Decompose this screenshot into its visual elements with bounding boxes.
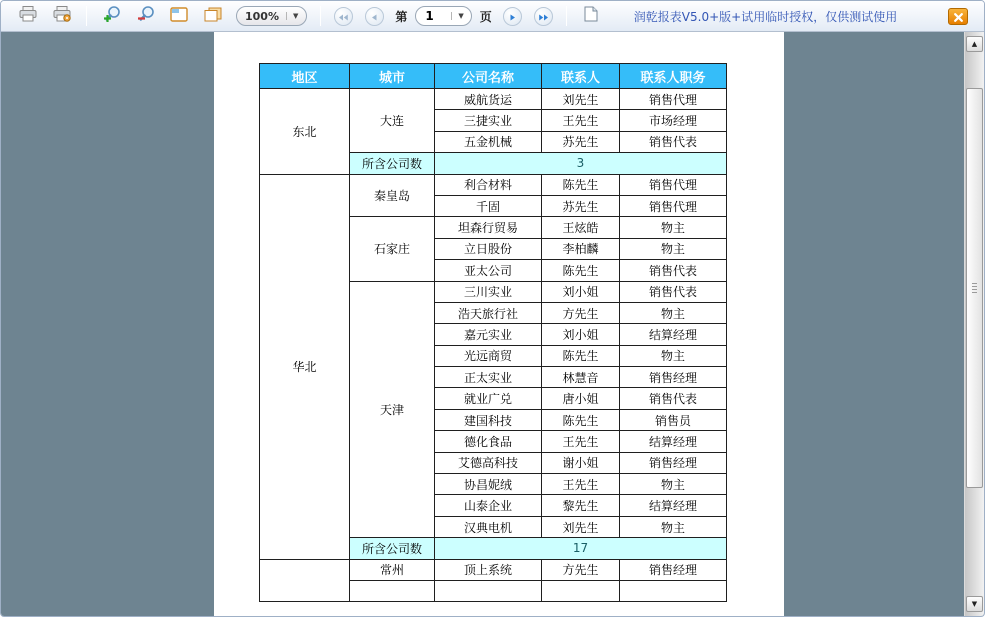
- company-name-cell: 三捷实业: [435, 110, 542, 131]
- contact-title-cell: 销售代理: [620, 174, 727, 195]
- zoom-in-button[interactable]: [98, 4, 124, 28]
- region-cell: 华北: [260, 174, 350, 559]
- company-name-cell: 三川实业: [435, 281, 542, 302]
- contact-cell: 陈先生: [542, 409, 620, 430]
- summary-label-cell: 所含公司数: [350, 538, 435, 559]
- contact-cell: 陈先生: [542, 345, 620, 366]
- contact-title-cell: 物主: [620, 217, 727, 238]
- contact-cell: 王先生: [542, 110, 620, 131]
- multi-page-view-button[interactable]: [200, 4, 226, 28]
- page-select-caret-icon[interactable]: ▼: [451, 12, 463, 20]
- city-cell: 秦皇岛: [350, 174, 435, 217]
- arrow-down-icon: ▼: [971, 600, 978, 608]
- contact-title-cell: 销售经理: [620, 452, 727, 473]
- scrollbar-thumb[interactable]: [966, 88, 983, 488]
- contact-cell: 方先生: [542, 559, 620, 580]
- company-name-cell: 德化食品: [435, 431, 542, 452]
- contact-title-cell: 销售代表: [620, 281, 727, 302]
- close-icon: [954, 7, 963, 26]
- page-suffix-label: 页: [479, 9, 492, 24]
- summary-value-cell: 17: [435, 538, 727, 559]
- toolbar-separator: [86, 6, 87, 26]
- next-page-button[interactable]: [503, 7, 522, 26]
- single-page-view-icon: [170, 7, 188, 26]
- city-cell: [350, 580, 435, 601]
- company-name-cell: 坦森行贸易: [435, 217, 542, 238]
- company-name-cell: 顶上系统: [435, 559, 542, 580]
- table-header-row: [260, 64, 727, 89]
- scroll-up-button[interactable]: [966, 36, 983, 52]
- save-button[interactable]: [578, 4, 604, 28]
- column-header: 城市: [350, 64, 435, 89]
- contact-cell: 黎先生: [542, 495, 620, 516]
- contact-title-cell: 销售代表: [620, 131, 727, 152]
- company-name-cell: 光远商贸: [435, 345, 542, 366]
- license-text: 润乾报表V5.0+版+试用临时授权，仅供测试使用: [633, 9, 898, 24]
- first-page-icon: [338, 7, 349, 26]
- contact-cell: 苏先生: [542, 131, 620, 152]
- contact-title-cell: 结算经理: [620, 431, 727, 452]
- print-button[interactable]: [15, 4, 41, 28]
- contact-title-cell: 销售员: [620, 409, 727, 430]
- company-name-cell: 艾德高科技: [435, 452, 542, 473]
- contact-title-cell: 销售经理: [620, 559, 727, 580]
- column-header: 联系人职务: [620, 64, 727, 89]
- company-name-cell: 就业广兑: [435, 388, 542, 409]
- company-name-cell: 亚太公司: [435, 260, 542, 281]
- table-row: [260, 89, 727, 110]
- contact-title-cell: 销售代理: [620, 195, 727, 216]
- zoom-in-icon: [102, 5, 121, 28]
- table-row: [260, 559, 727, 580]
- contact-title-cell: 结算经理: [620, 495, 727, 516]
- summary-label-cell: 所含公司数: [350, 153, 435, 174]
- summary-value-cell: 3: [435, 153, 727, 174]
- report-table-body: [260, 89, 727, 602]
- contact-title-cell: 物主: [620, 238, 727, 259]
- column-header: 联系人: [542, 64, 620, 89]
- contact-title-cell: 市场经理: [620, 110, 727, 131]
- company-name-cell: 利合材料: [435, 174, 542, 195]
- page-number-input[interactable]: [423, 8, 451, 24]
- contact-cell: 刘小姐: [542, 281, 620, 302]
- contact-cell: 李柏麟: [542, 238, 620, 259]
- city-cell: 常州: [350, 559, 435, 580]
- contact-title-cell: 销售代表: [620, 388, 727, 409]
- contact-title-cell: 物主: [620, 474, 727, 495]
- contact-cell: 林慧音: [542, 367, 620, 388]
- zoom-level-value: 100%: [245, 9, 279, 23]
- contact-cell: 陈先生: [542, 174, 620, 195]
- report-page: [214, 32, 784, 616]
- print-settings-button[interactable]: [49, 4, 75, 28]
- company-name-cell: 正太实业: [435, 367, 542, 388]
- report-table: [259, 63, 727, 602]
- single-page-view-button[interactable]: [166, 4, 192, 28]
- scroll-down-button[interactable]: [966, 596, 983, 612]
- company-name-cell: 汉典电机: [435, 516, 542, 537]
- last-page-button[interactable]: [534, 7, 553, 26]
- contact-title-cell: 销售经理: [620, 367, 727, 388]
- city-cell: 天津: [350, 281, 435, 538]
- company-name-cell: 千固: [435, 195, 542, 216]
- company-name-cell: [435, 580, 542, 601]
- contact-cell: 刘先生: [542, 516, 620, 537]
- contact-cell: 王先生: [542, 431, 620, 452]
- region-cell: 东北: [260, 89, 350, 175]
- contact-title-cell: 销售代表: [620, 260, 727, 281]
- company-name-cell: 山泰企业: [435, 495, 542, 516]
- contact-title-cell: 物主: [620, 345, 727, 366]
- multi-page-view-icon: [204, 7, 222, 26]
- chevron-down-icon[interactable]: ▼: [286, 12, 298, 20]
- zoom-out-icon: [136, 5, 155, 28]
- arrow-up-icon: ▲: [971, 40, 978, 48]
- print-icon: [19, 6, 37, 26]
- contact-title-cell: [620, 580, 727, 601]
- company-name-cell: 立日股份: [435, 238, 542, 259]
- contact-cell: 方先生: [542, 302, 620, 323]
- close-button[interactable]: [948, 8, 968, 25]
- contact-title-cell: 物主: [620, 516, 727, 537]
- contact-title-cell: 结算经理: [620, 324, 727, 345]
- page-number-box: [415, 6, 471, 26]
- region-cell: [260, 559, 350, 602]
- contact-cell: 刘先生: [542, 89, 620, 110]
- toolbar-separator: [320, 6, 321, 26]
- next-page-icon: [508, 7, 517, 26]
- city-cell: 石家庄: [350, 217, 435, 281]
- zoom-out-button[interactable]: [132, 4, 158, 28]
- report-viewport: [1, 32, 984, 616]
- company-name-cell: 协昌妮绒: [435, 474, 542, 495]
- prev-page-icon: [370, 7, 379, 26]
- company-name-cell: 嘉元实业: [435, 324, 542, 345]
- company-name-cell: 五金机械: [435, 131, 542, 152]
- contact-title-cell: 销售代理: [620, 89, 727, 110]
- toolbar-separator: [566, 6, 567, 26]
- toolbar: [1, 1, 984, 32]
- company-name-cell: 威航货运: [435, 89, 542, 110]
- company-name-cell: 浩天旅行社: [435, 302, 542, 323]
- table-row: [260, 174, 727, 195]
- contact-cell: 陈先生: [542, 260, 620, 281]
- zoom-level-select[interactable]: [236, 6, 307, 26]
- contact-title-cell: 物主: [620, 302, 727, 323]
- scrollbar-grip-icon: [972, 283, 977, 293]
- print-settings-icon: [53, 6, 71, 26]
- last-page-icon: [538, 7, 549, 26]
- column-header: 公司名称: [435, 64, 542, 89]
- contact-cell: 苏先生: [542, 195, 620, 216]
- contact-cell: 刘小姐: [542, 324, 620, 345]
- city-cell: 大连: [350, 89, 435, 153]
- vertical-scrollbar[interactable]: [964, 32, 984, 616]
- page-prefix-label: 第: [395, 9, 408, 24]
- contact-cell: 王炫皓: [542, 217, 620, 238]
- company-name-cell: 建国科技: [435, 409, 542, 430]
- first-page-button[interactable]: [334, 7, 353, 26]
- contact-cell: 唐小姐: [542, 388, 620, 409]
- save-icon: [584, 6, 598, 26]
- contact-cell: 谢小姐: [542, 452, 620, 473]
- prev-page-button[interactable]: [365, 7, 384, 26]
- column-header: 地区: [260, 64, 350, 89]
- contact-cell: 王先生: [542, 474, 620, 495]
- contact-cell: [542, 580, 620, 601]
